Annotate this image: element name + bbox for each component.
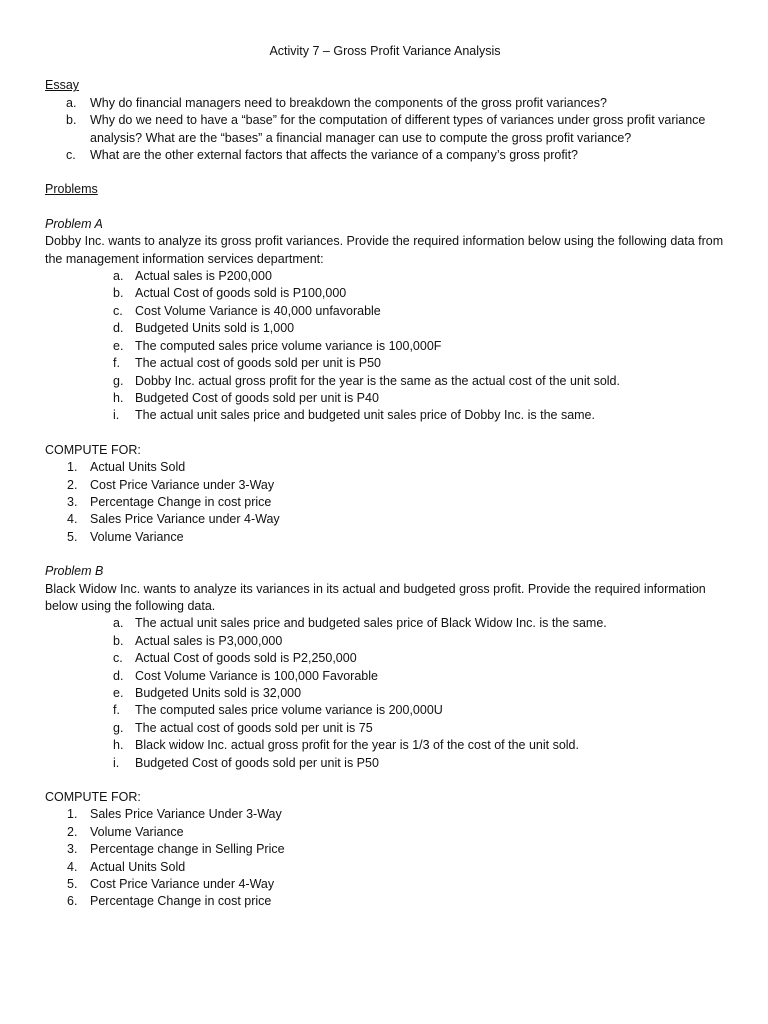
data-item: Actual sales is P3,000,000 (135, 633, 283, 648)
list-item (45, 755, 725, 772)
list-marker: a. (113, 616, 124, 631)
list-marker: 1. (67, 460, 78, 475)
list-item (45, 95, 725, 112)
list-item (45, 720, 725, 737)
list-item (45, 633, 725, 650)
list-marker: 4. (67, 512, 78, 527)
list-item (45, 303, 725, 320)
list-item (45, 859, 725, 876)
data-item: Cost Volume Variance is 40,000 unfavorable (135, 303, 381, 318)
compute-item: Sales Price Variance under 4-Way (90, 512, 280, 527)
data-item: Actual sales is P200,000 (135, 269, 272, 284)
list-item (45, 615, 725, 632)
compute-item: Sales Price Variance Under 3-Way (90, 807, 282, 822)
problem-b-intro: Black Widow Inc. wants to analyze its variances in its actual and budgeted gross profit. Provide the required information below using the following data. (45, 581, 706, 613)
compute-item: Volume Variance (90, 529, 184, 544)
list-marker: 4. (67, 859, 78, 874)
compute-item: Actual Units Sold (90, 460, 186, 475)
list-marker: e. (113, 686, 124, 700)
list-item (45, 650, 725, 667)
problem-b-compute-heading: COMPUTE FOR: (45, 790, 141, 805)
list-marker: g. (113, 373, 124, 388)
list-item (45, 390, 725, 407)
list-item (45, 407, 725, 424)
list-item (45, 147, 725, 164)
list-item (45, 494, 725, 511)
list-marker: b. (113, 633, 124, 648)
list-item (45, 338, 725, 355)
list-item (45, 806, 725, 823)
list-item (45, 511, 725, 528)
list-marker: 1. (67, 807, 78, 822)
problem-a-compute-list (45, 459, 725, 546)
compute-item: Cost Price Variance under 3-Way (90, 477, 275, 492)
compute-item: Percentage Change in cost price (90, 894, 272, 909)
page-title: Activity 7 – Gross Profit Variance Analysis (269, 44, 501, 58)
data-item: Budgeted Units sold is 32,000 (135, 686, 302, 700)
problem-a-compute-heading: COMPUTE FOR: (45, 442, 141, 457)
list-marker: 3. (67, 842, 78, 857)
list-marker: 2. (67, 477, 78, 492)
data-item: Actual Cost of goods sold is P2,250,000 (135, 651, 357, 666)
list-marker: a. (113, 269, 124, 284)
essay-question-list (45, 95, 725, 165)
essay-question-b: Why do we need to have a “base” for the computation of different types of variances under gross profit variance analysis? What are the “bases” a financial manager can use to compute the gross profit variance? (90, 113, 706, 145)
list-item (45, 702, 725, 719)
list-marker: d. (113, 321, 124, 336)
problem-a-section (45, 216, 725, 546)
data-item: Budgeted Cost of goods sold per unit is P40 (135, 390, 379, 405)
compute-item: Percentage change in Selling Price (90, 842, 285, 857)
compute-item: Volume Variance (90, 824, 184, 839)
list-marker: f. (113, 356, 120, 371)
list-item (45, 876, 725, 893)
problems-heading: Problems (45, 182, 98, 197)
list-marker: f. (113, 703, 120, 718)
list-item (45, 459, 725, 476)
list-item (45, 841, 725, 858)
list-marker: c. (113, 651, 123, 666)
data-item: The actual unit sales price and budgeted unit sales price of Dobby Inc. is the same. (135, 408, 595, 423)
list-marker: 2. (67, 824, 78, 839)
list-item (45, 373, 725, 390)
list-marker: i. (113, 408, 120, 423)
list-marker: c. (66, 148, 76, 163)
data-item: The actual unit sales price and budgeted sales price of Black Widow Inc. is the same. (135, 616, 607, 631)
list-item (45, 737, 725, 754)
list-marker: h. (113, 390, 124, 405)
list-marker: h. (113, 738, 124, 753)
document-page (45, 43, 725, 911)
list-item (45, 477, 725, 494)
list-marker: d. (113, 668, 124, 683)
list-marker: 6. (67, 894, 78, 909)
list-item (45, 893, 725, 910)
data-item: Budgeted Cost of goods sold per unit is P50 (135, 755, 379, 770)
data-item: The actual cost of goods sold per unit is 75 (135, 720, 373, 735)
list-marker: 5. (67, 529, 78, 544)
problem-a-title: Problem A (45, 216, 103, 231)
list-item (45, 824, 725, 841)
problem-b-compute-list (45, 806, 725, 910)
problem-b-section (45, 563, 725, 911)
list-marker: e. (113, 338, 124, 353)
list-marker: a. (66, 95, 77, 110)
compute-item: Cost Price Variance under 4-Way (90, 877, 275, 892)
data-item: Dobby Inc. actual gross profit for the year is the same as the actual cost of the unit sold. (135, 373, 620, 388)
essay-question-a: Why do financial managers need to breakdown the components of the gross profit variances? (90, 95, 607, 110)
problem-b-data-list (45, 615, 725, 772)
list-item (45, 268, 725, 285)
list-marker: b. (113, 286, 124, 301)
list-item (45, 285, 725, 302)
data-item: Actual Cost of goods sold is P100,000 (135, 286, 347, 301)
data-item: Budgeted Units sold is 1,000 (135, 321, 295, 336)
data-item: The computed sales price volume variance is 100,000F (135, 338, 442, 353)
data-item: The computed sales price volume variance is 200,000U (135, 703, 443, 718)
data-item: The actual cost of goods sold per unit is P50 (135, 356, 381, 371)
list-item (45, 112, 725, 147)
list-marker: 5. (67, 877, 78, 892)
list-item (45, 355, 725, 372)
problem-b-title: Problem B (45, 564, 104, 579)
list-item (45, 685, 725, 702)
essay-heading: Essay (45, 78, 80, 93)
list-marker: i. (113, 755, 120, 770)
list-marker: g. (113, 720, 124, 735)
list-item (45, 529, 725, 546)
compute-item: Actual Units Sold (90, 859, 186, 874)
list-marker: b. (66, 113, 77, 128)
problem-a-data-list (45, 268, 725, 425)
data-item: Cost Volume Variance is 100,000 Favorable (135, 668, 378, 683)
problem-a-intro: Dobby Inc. wants to analyze its gross profit variances. Provide the required information below using the following data from the management information services department: (45, 234, 724, 266)
data-item: Black widow Inc. actual gross profit for the year is 1/3 of the cost of the unit sold. (135, 738, 579, 753)
compute-item: Percentage Change in cost price (90, 494, 272, 509)
essay-question-c: What are the other external factors that affects the variance of a company’s gross profit? (90, 148, 578, 163)
list-marker: c. (113, 303, 123, 318)
list-item (45, 320, 725, 337)
list-item (45, 668, 725, 685)
list-marker: 3. (67, 494, 78, 509)
